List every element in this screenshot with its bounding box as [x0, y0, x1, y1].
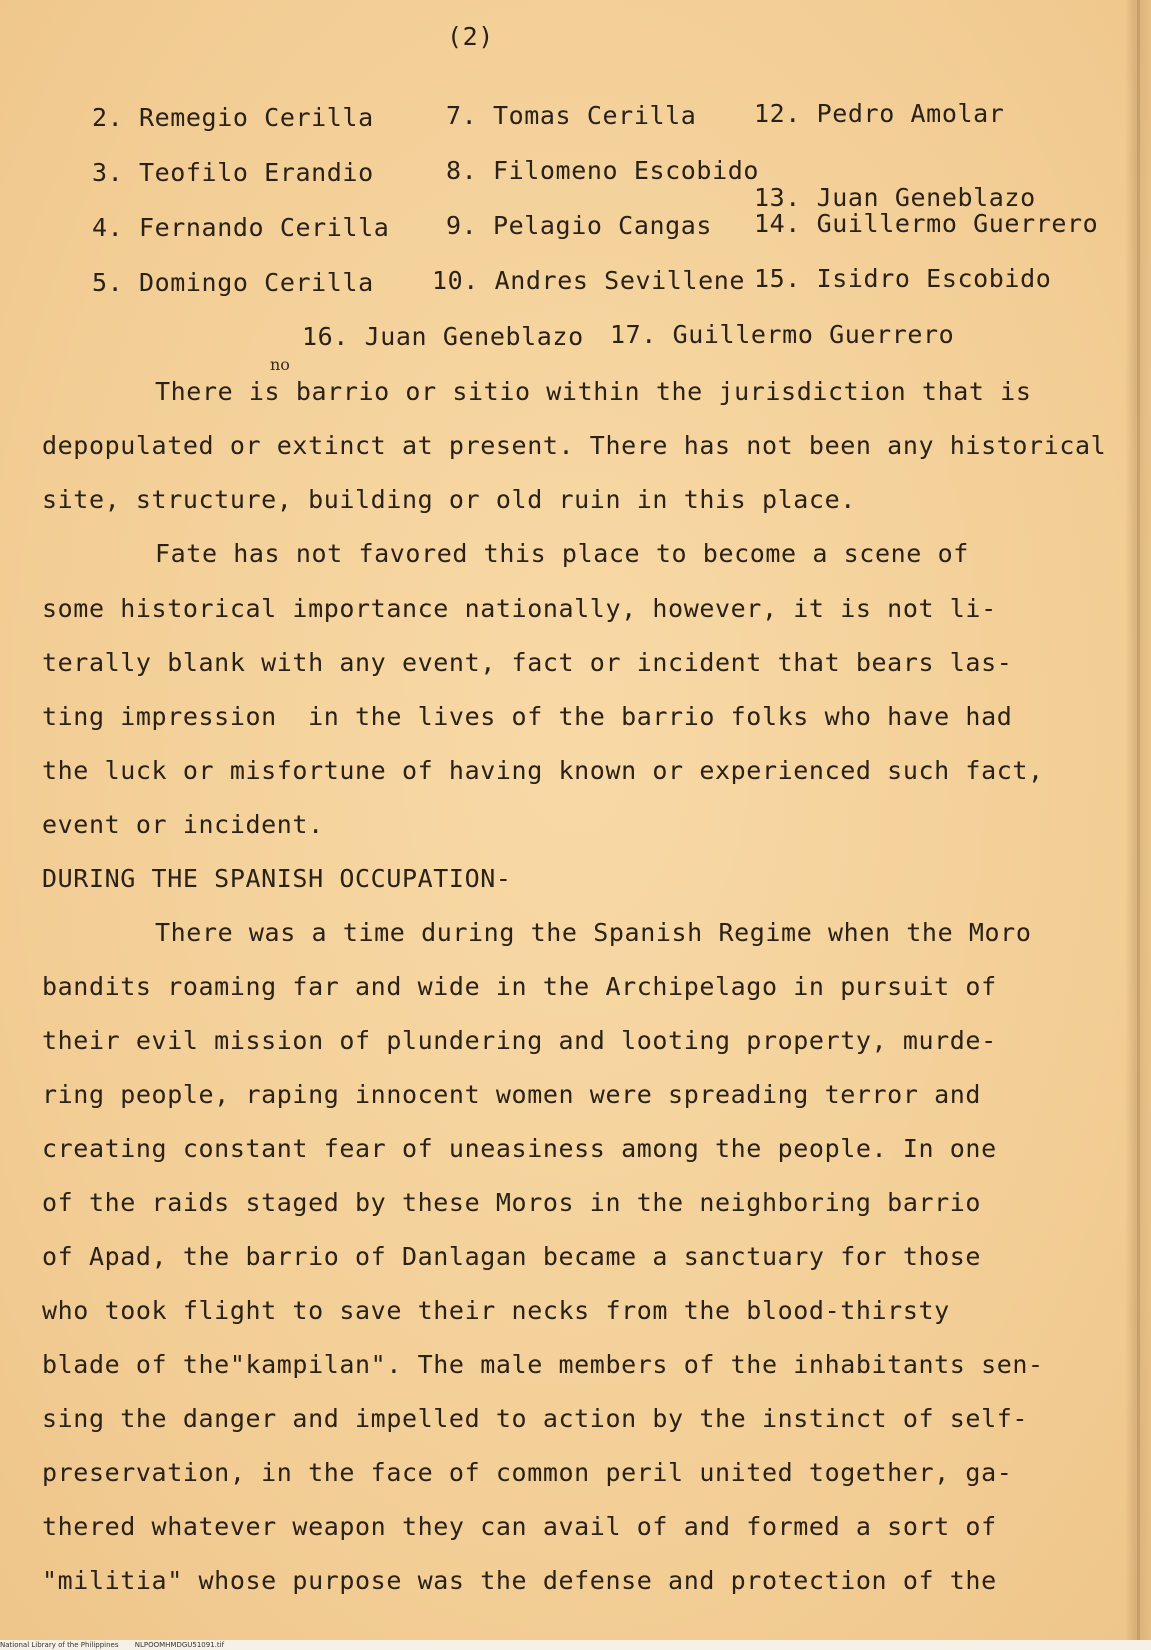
- name-entry-3: 3. Teofilo Erandio: [92, 158, 374, 187]
- body-line-22: thered whatever weapon they can avail of and formed a sort of: [42, 1512, 997, 1541]
- body-line-9: event or incident.: [42, 810, 324, 839]
- body-line-4: Fate has not favored this place to become a scene of: [155, 539, 969, 568]
- name-entry-17: 17. Guillermo Guerrero: [610, 320, 955, 349]
- section-heading: DURING THE SPANISH OCCUPATION-: [42, 864, 512, 893]
- body-line-3: site, structure, building or old ruin in this place.: [42, 485, 856, 514]
- body-line-11: There was a time during the Spanish Regime when the Moro: [155, 918, 1032, 947]
- body-line-1: There is barrio or sitio within the jurisdiction that is: [155, 377, 1032, 406]
- name-entry-16: 16. Juan Geneblazo: [302, 322, 584, 351]
- page-edge-shadow: [1137, 0, 1140, 1650]
- body-line-16: of the raids staged by these Moros in the neighboring barrio: [42, 1188, 982, 1217]
- body-line-21: preservation, in the face of common peril united together, ga-: [42, 1458, 1013, 1487]
- body-line-2: depopulated or extinct at present. There has not been any historical: [42, 431, 1107, 460]
- body-line-18: who took flight to save their necks from the blood-thirsty: [42, 1296, 950, 1325]
- name-entry-7: 7. Tomas Cerilla: [446, 101, 697, 130]
- scan-footer: [0, 1640, 1151, 1650]
- name-entry-8: 8. Filomeno Escobido: [446, 156, 760, 185]
- body-line-12: bandits roaming far and wide in the Archipelago in pursuit of: [42, 972, 997, 1001]
- name-entry-12: 12. Pedro Amolar: [754, 99, 1005, 128]
- body-line-13: their evil mission of plundering and looting property, murde-: [42, 1026, 997, 1055]
- body-line-23: "militia" whose purpose was the defense and protection of the: [42, 1566, 997, 1595]
- name-entry-14: 14. Guillermo Guerrero: [754, 209, 1099, 238]
- handwritten-insert-no: no: [270, 355, 290, 374]
- name-entry-5: 5. Domingo Cerilla: [92, 268, 374, 297]
- body-line-17: of Apad, the barrio of Danlagan became a sanctuary for those: [42, 1242, 982, 1271]
- body-line-15: creating constant fear of uneasiness among the people. In one: [42, 1134, 997, 1163]
- name-entry-9: 9. Pelagio Cangas: [446, 211, 713, 240]
- name-entry-4: 4. Fernando Cerilla: [92, 213, 390, 242]
- body-line-6: terally blank with any event, fact or incident that bears las-: [42, 648, 1013, 677]
- body-line-20: sing the danger and impelled to action by the instinct of self-: [42, 1404, 1029, 1433]
- body-line-14: ring people, raping innocent women were spreading terror and: [42, 1080, 982, 1109]
- name-entry-2: 2. Remegio Cerilla: [92, 103, 374, 132]
- name-entry-10: 10. Andres Sevillene: [432, 266, 746, 295]
- footer-file: NLPOOMHMDGU51091.tif: [134, 1641, 225, 1649]
- page-number: (2): [447, 22, 494, 51]
- footer-library: National Library of the Philippines: [0, 1641, 119, 1649]
- name-entry-15: 15. Isidro Escobido: [754, 264, 1052, 293]
- name-entry-13: 13. Juan Geneblazo: [754, 183, 1036, 212]
- body-line-5: some historical importance nationally, however, it is not li-: [42, 594, 997, 623]
- body-line-19: blade of the"kampilan". The male members of the inhabitants sen-: [42, 1350, 1044, 1379]
- body-line-8: the luck or misfortune of having known or experienced such fact,: [42, 756, 1044, 785]
- body-line-7: ting impression in the lives of the barrio folks who have had: [42, 702, 1013, 731]
